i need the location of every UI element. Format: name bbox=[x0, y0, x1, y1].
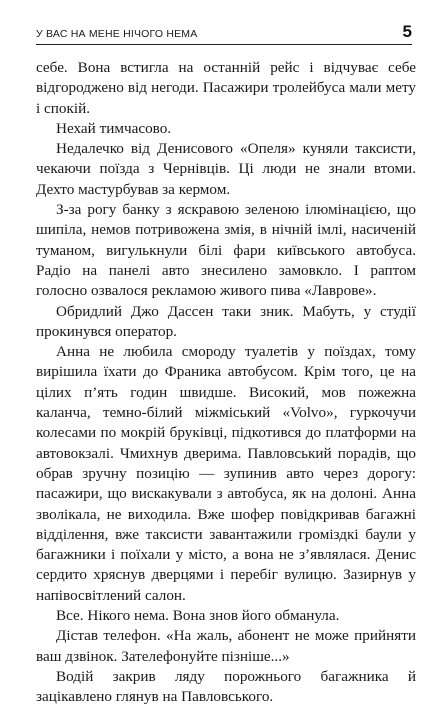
paragraph: Обридлий Джо Дассен таки зник. Мабуть, у студії прокинувся оператор. bbox=[36, 302, 416, 340]
running-title: У ВАС НА МЕНЕ НІЧОГО НЕМА bbox=[36, 28, 198, 40]
paragraph: Дістав телефон. «На жаль, абонент не може прийняти ваш дзвінок. Зателефонуйте пізніше...» bbox=[36, 627, 416, 665]
running-header bbox=[36, 18, 412, 45]
page-number: 5 bbox=[402, 22, 412, 41]
body-text bbox=[36, 58, 416, 708]
paragraph: Анна не любила смороду туалетів у поїздах, тому вирішила їхати до Франика автобусом. Крім того, це на цілих п’ять годин швидше. Високий, мов пожежна каланча, темно-білий міжміський «Volvo», гуркочучи колесами по мокрій бруківці, підкотився до платформи на автовокзалі. Чмихнув дверима. Павловський порадів, що обрав зручну позицію — зупинив авто через дорогу: пасажири, що вискакували з автобуса, як на долоні. Анна зволікала, не виходила. Вже шофер повідкривав багажні відділення, вже таксисти завантажили громіздкі баули у багажники і поїхали у місто, а вона не з’являлася. Денис сердито хряснув дверцями і перебіг вулицю. Зазирнув у напівосвітлений салон. bbox=[36, 343, 416, 604]
paragraph: Недалечко від Денисового «Опеля» куняли таксисти, чекаючи поїзда з Чернівців. Ці люди не знали втоми. Дехто мастурбував за кермом. bbox=[36, 140, 416, 198]
paragraph: Нехай тимчасово. bbox=[56, 119, 172, 137]
paragraph: Все. Нікого нема. Вона знов його обманула. bbox=[56, 607, 340, 625]
paragraph: себе. Вона встигла на останній рейс і відчуває себе відгороджено від негоди. Пасажири тролейбуса мали мету і спокій. bbox=[36, 59, 416, 117]
paragraph: Водій закрив ляду порожнього багажника й зацікавлено глянув на Павловського. bbox=[36, 667, 416, 706]
paragraph: З-за рогу банку з яскравою зеленою ілюмінацією, що шипіла, немов потривожена змія, в нічній імлі, насиченій туманом, вигулькнули білі фари київського автобуса. Радіо на панелі авто знесилено замовкло. І раптом голосно озвалося рекламою живого пива «Лаврове». bbox=[36, 201, 416, 300]
